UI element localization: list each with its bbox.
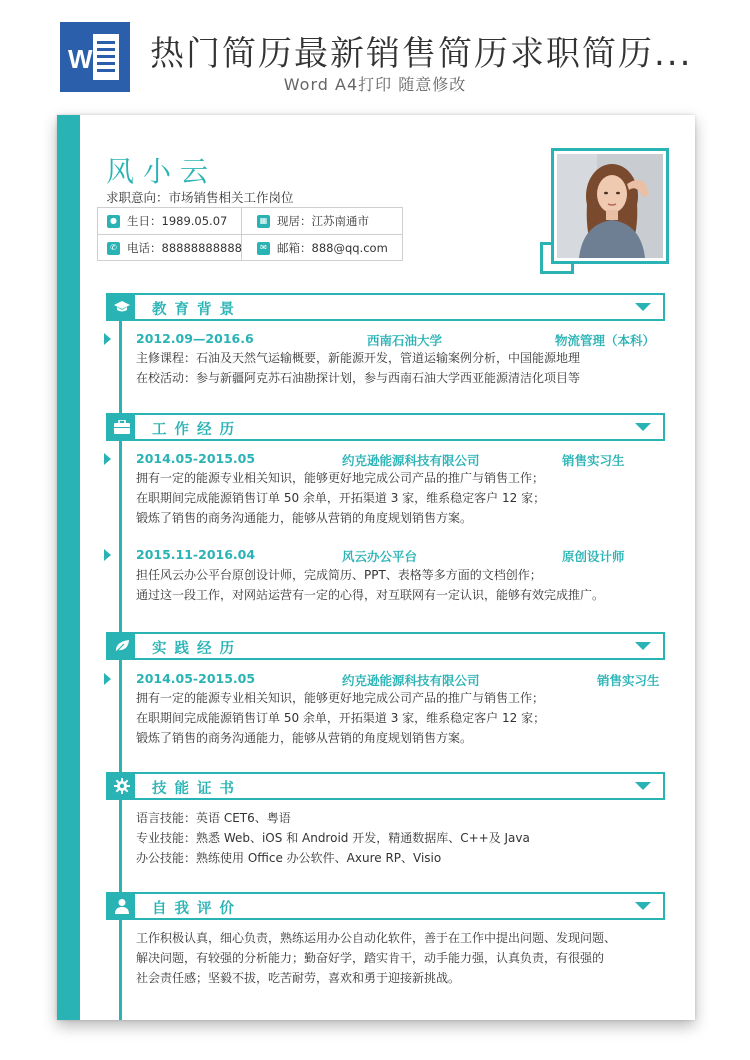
practice-line: 锻炼了销售的商务沟通能力，能够从营销的角度规划销售方案。	[136, 731, 473, 745]
work-role: 原创设计师	[562, 549, 625, 564]
building-icon: ▦	[257, 215, 270, 228]
collapse-arrow-icon	[635, 642, 651, 650]
document-subtitle: Word A4打印 随意修改	[283, 75, 467, 94]
mail-icon: ✉	[257, 242, 270, 255]
section-education-title: 教育背景	[152, 302, 242, 318]
contact-info-table	[97, 207, 403, 261]
person-icon: ●	[107, 215, 120, 228]
side-accent-bar	[57, 115, 80, 1020]
work-company: 风云办公平台	[342, 549, 418, 564]
collapse-arrow-icon	[635, 782, 651, 790]
work-date: 2015.11-2016.04	[136, 547, 256, 562]
timeline-marker	[104, 453, 111, 465]
skills-line: 语言技能：英语 CET6、粤语	[136, 811, 291, 825]
work-line: 锻炼了销售的商务沟通能力，能够从营销的角度规划销售方案。	[136, 511, 473, 525]
gear-icon	[108, 774, 135, 798]
resume-page	[57, 115, 695, 1020]
practice-role: 销售实习生	[597, 673, 660, 688]
timeline-marker	[104, 549, 111, 561]
work-line: 通过这一段工作，对网站运营有一定的心得，对互联网有一定认识，能够有效完成推广。	[136, 588, 605, 602]
skills-line: 办公技能：熟练使用 Office 办公软件、Axure RP、Visio	[136, 851, 442, 865]
work-line: 担任风云办公平台原创设计师，完成简历、PPT、表格等多方面的文档创作；	[136, 568, 542, 582]
document-title: 热门简历最新销售简历求职简历...	[150, 34, 693, 74]
person-icon	[108, 894, 135, 918]
section-work-title: 工作经历	[152, 422, 242, 438]
practice-company: 约克逊能源科技有限公司	[342, 673, 480, 688]
work-role: 销售实习生	[562, 453, 625, 468]
work-line: 拥有一定的能源专业相关知识，能够更好地完成公司产品的推广与销售工作；	[136, 471, 545, 485]
section-practice-title: 实践经历	[152, 641, 242, 657]
section-practice-header	[106, 632, 665, 660]
leaf-icon	[108, 634, 135, 658]
education-major: 物流管理（本科）	[555, 333, 656, 348]
section-skills-header	[106, 772, 665, 800]
birth-cell	[107, 208, 227, 234]
graduation-cap-icon	[108, 295, 135, 319]
briefcase-icon	[108, 415, 135, 439]
collapse-arrow-icon	[635, 303, 651, 311]
work-date: 2014.05-2015.05	[136, 451, 256, 466]
birth-text: 生日：1989.05.07	[127, 214, 228, 228]
education-entry-head	[136, 331, 656, 349]
section-self-eval-header	[106, 892, 665, 920]
self-eval-line: 解决问题，有较强的分析能力；勤奋好学，踏实肯干，动手能力强，认真负责，有很强的	[136, 951, 605, 965]
collapse-arrow-icon	[635, 423, 651, 431]
work-entry-head	[136, 547, 656, 565]
timeline-marker	[104, 673, 111, 685]
work-company: 约克逊能源科技有限公司	[342, 453, 480, 468]
section-education-header	[106, 293, 665, 321]
practice-date: 2014.05-2015.05	[136, 671, 256, 686]
practice-entry-head	[136, 671, 660, 689]
phone-cell	[107, 235, 242, 261]
email-text: 邮箱：888@qq.com	[277, 241, 388, 255]
candidate-name: 风小云	[106, 155, 218, 188]
self-eval-line: 工作积极认真，细心负责，熟练运用办公自动化软件，善于在工作中提出问题、发现问题、	[136, 931, 617, 945]
education-school: 西南石油大学	[367, 333, 443, 348]
section-work-header	[106, 413, 665, 441]
timeline-marker	[104, 333, 111, 345]
skills-line: 专业技能：熟悉 Web、iOS 和 Android 开发，精通数据库、C++及 Java	[136, 831, 530, 845]
education-date: 2012.09—2016.6	[136, 331, 254, 346]
collapse-arrow-icon	[635, 902, 651, 910]
job-intent: 求职意向：市场销售相关工作岗位	[106, 190, 294, 205]
profile-photo	[557, 154, 663, 258]
phone-icon: ✆	[107, 242, 120, 255]
section-self-eval-title: 自我评价	[152, 901, 242, 917]
education-line: 在校活动：参与新疆阿克苏石油勘探计划，参与西南石油大学西亚能源清洁化项目等	[136, 371, 581, 385]
section-skills-title: 技能证书	[152, 781, 242, 797]
work-entry-head	[136, 451, 656, 469]
practice-line: 拥有一定的能源专业相关知识，能够更好地完成公司产品的推广与销售工作；	[136, 691, 545, 705]
word-logo-letter: W	[68, 44, 93, 74]
phone-text: 电话：88888888888	[127, 241, 242, 255]
email-cell	[257, 235, 388, 261]
work-line: 在职期间完成能源销售订单 50 余单，开拓渠道 3 家，维系稳定客户 12 家；	[136, 491, 546, 505]
practice-line: 在职期间完成能源销售订单 50 余单，开拓渠道 3 家，维系稳定客户 12 家；	[136, 711, 546, 725]
residence-text: 现居：江苏南通市	[277, 214, 369, 228]
residence-cell	[257, 208, 369, 234]
self-eval-line: 社会责任感；坚毅不拔，吃苦耐劳，喜欢和勇于迎接新挑战。	[136, 971, 461, 985]
education-line: 主修课程：石油及天然气运输概要，新能源开发，管道运输案例分析，中国能源地理	[136, 351, 581, 365]
